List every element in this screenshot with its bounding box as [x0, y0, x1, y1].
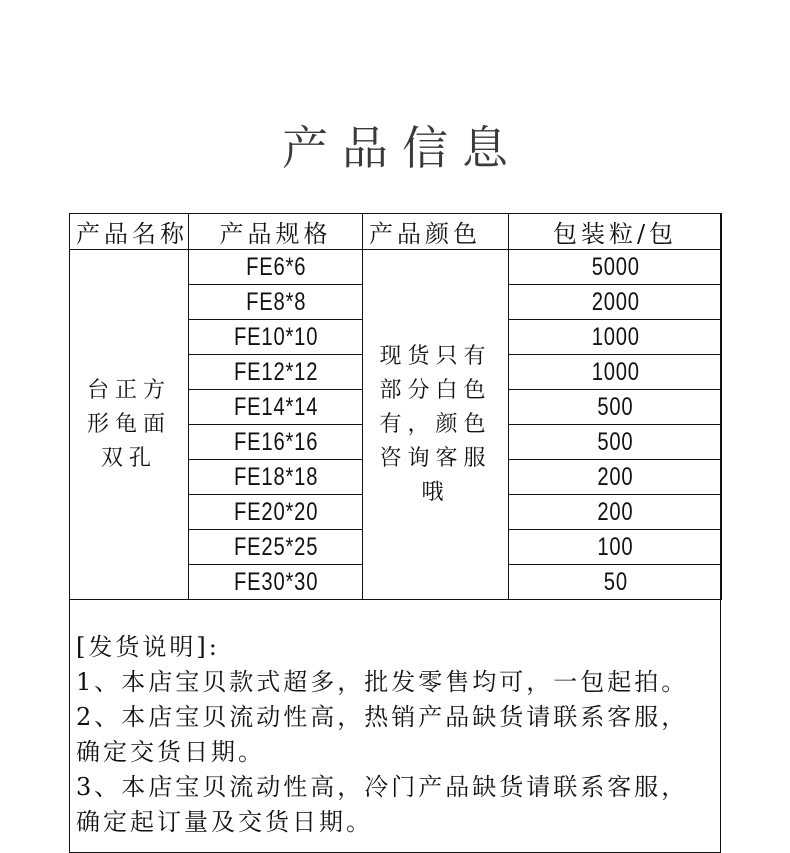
table-row [70, 250, 722, 285]
product-name-line: 台正方 [86, 377, 171, 403]
color-note-line: 部分白色 [379, 377, 492, 403]
header-product-spec: 产品规格 [189, 214, 363, 250]
qty-cell: 200 [524, 495, 705, 530]
product-name-line: 形龟面 [86, 411, 171, 437]
spec-cell: FE6*6 [202, 250, 350, 285]
header-pack-quantity: 包装粒/包 [509, 214, 722, 250]
page-title: 产品信息 [282, 121, 522, 175]
shipping-notes [76, 630, 688, 840]
qty-cell: 5000 [524, 250, 705, 285]
qty-cell: 50 [524, 565, 705, 600]
header-product-color: 产品颜色 [363, 214, 509, 250]
qty-cell: 500 [524, 390, 705, 425]
spec-cell: FE30*30 [202, 565, 350, 600]
spec-cell: FE12*12 [202, 355, 350, 390]
product-name-line: 双孔 [100, 445, 157, 471]
qty-cell: 1000 [524, 355, 705, 390]
color-note-line: 有，颜色 [379, 411, 492, 437]
color-note-line: 咨询客服 [379, 445, 492, 471]
qty-cell: 200 [524, 460, 705, 495]
color-note-line: 哦 [421, 479, 450, 505]
qty-cell: 500 [524, 425, 705, 460]
shipping-note-line: 2、本店宝贝流动性高，热销产品缺货请联系客服， [76, 703, 689, 731]
qty-cell: 100 [524, 530, 705, 565]
product-table [69, 213, 722, 600]
shipping-note-line: 1、本店宝贝款式超多，批发零售均可，一包起拍。 [76, 668, 689, 696]
spec-cell: FE8*8 [202, 285, 350, 320]
table-header-row [70, 214, 722, 250]
color-note-line: 现货只有 [379, 343, 492, 369]
spec-cell: FE20*20 [202, 495, 350, 530]
header-product-name: 产品名称 [70, 214, 189, 250]
qty-cell: 2000 [524, 285, 705, 320]
product-name-cell [70, 250, 189, 600]
shipping-note-line: 确定起订量及交货日期。 [76, 808, 373, 836]
color-note-cell [363, 250, 509, 600]
spec-cell: FE14*14 [202, 390, 350, 425]
shipping-note-line: 3、本店宝贝流动性高，冷门产品缺货请联系客服， [76, 773, 689, 801]
shipping-notes-heading: [发货说明]: [76, 633, 220, 661]
spec-cell: FE10*10 [202, 320, 350, 355]
qty-cell: 1000 [524, 320, 705, 355]
shipping-note-line: 确定交货日期。 [76, 738, 265, 766]
spec-cell: FE18*18 [202, 460, 350, 495]
spec-cell: FE25*25 [202, 530, 350, 565]
spec-cell: FE16*16 [202, 425, 350, 460]
